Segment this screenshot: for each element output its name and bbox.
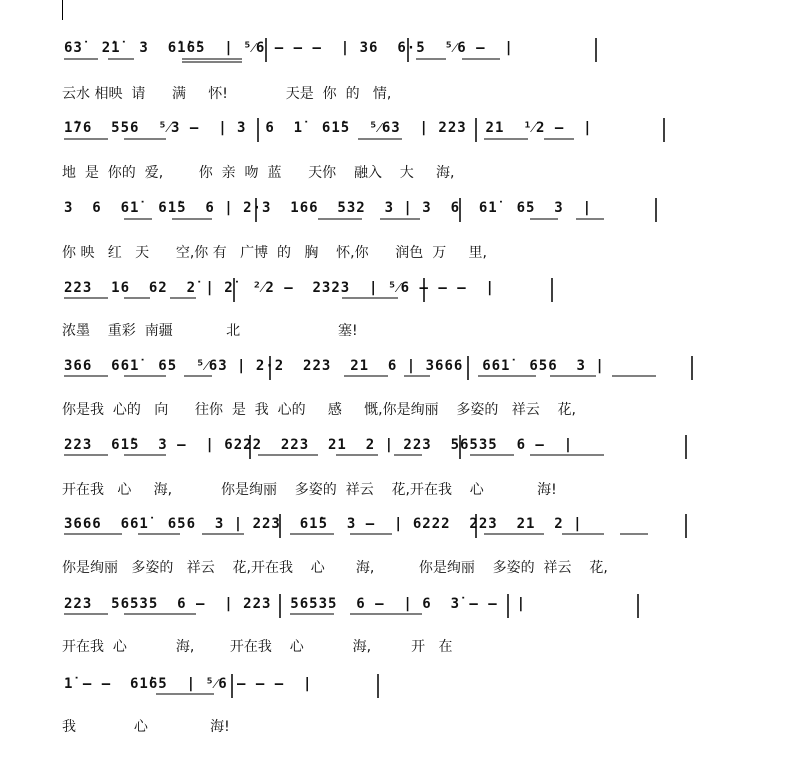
notation-line-3: 3 6 61̇ 61̇5 6 | 2·3 166 532 3 | 3 6 61̇ 65 3 | [64, 200, 593, 216]
notation-line-5: 366 661̇ 65 ⁵⁄63 | 2·2 223 21 6 | 3666 661̇ 656 3 | [64, 358, 605, 374]
lyrics-line-1: 云水 相映 请 满 怀! 天是 你 的 情, [62, 86, 392, 102]
lyrics-line-4: 浓墨 重彩 南疆 北 塞! [62, 323, 358, 339]
notation-line-8: 223 56535 6 — | 223 56535 6 — | 6 3̇ — — | [64, 596, 527, 612]
lyrics-line-5: 你是我 心的 向 往你 是 我 心的 感 慨,你是绚丽 多姿的 祥云 花, [62, 402, 577, 418]
lyrics-line-6: 开在我 心 海, 你是绚丽 多姿的 祥云 花,开在我 心 海! [62, 482, 557, 498]
lyrics-line-7: 你是绚丽 多姿的 祥云 花,开在我 心 海, 你是绚丽 多姿的 祥云 花, [62, 560, 608, 576]
notation-line-4: 223 16 62 2̇ | 2̇ ²⁄2 — 2323 | ⁵⁄6 — — — | [64, 280, 495, 296]
notation-line-2: 1̇76 556 ⁵⁄3 — | 3 6 1̇ 61̇5 ⁵⁄63 | 223 21 ¹⁄2 — | [64, 120, 593, 136]
lyrics-line-9: 我 心 海! [62, 719, 230, 735]
notation-line-1: 63̇ 2̇1̇ 3 6̇1̇6̇5 | ⁵⁄6 — — — | 36 6·5 ⁵⁄6 — | [64, 40, 514, 56]
lyrics-line-3: 你 映 红 天 空,你 有 广博 的 胸 怀,你 润色 万 里, [62, 245, 487, 261]
lyrics-line-2: 地 是 你的 爱, 你 亲 吻 蓝 天你 融入 大 海, [62, 165, 455, 181]
notation-line-7: 3666 661̇ 656 3 | 223 61̇5 3 — | 6222 223 21 2 | [64, 516, 583, 532]
lyrics-line-8: 开在我 心 海, 开在我 心 海, 开 在 [62, 639, 453, 655]
notation-line-6: 223 61̇5 3 — | 6222 223 21 2 | 223 56535 6 — | [64, 437, 574, 453]
notation-line-9: 1̇ — — 61̇65 | ⁵⁄6 — — — | [64, 676, 313, 692]
